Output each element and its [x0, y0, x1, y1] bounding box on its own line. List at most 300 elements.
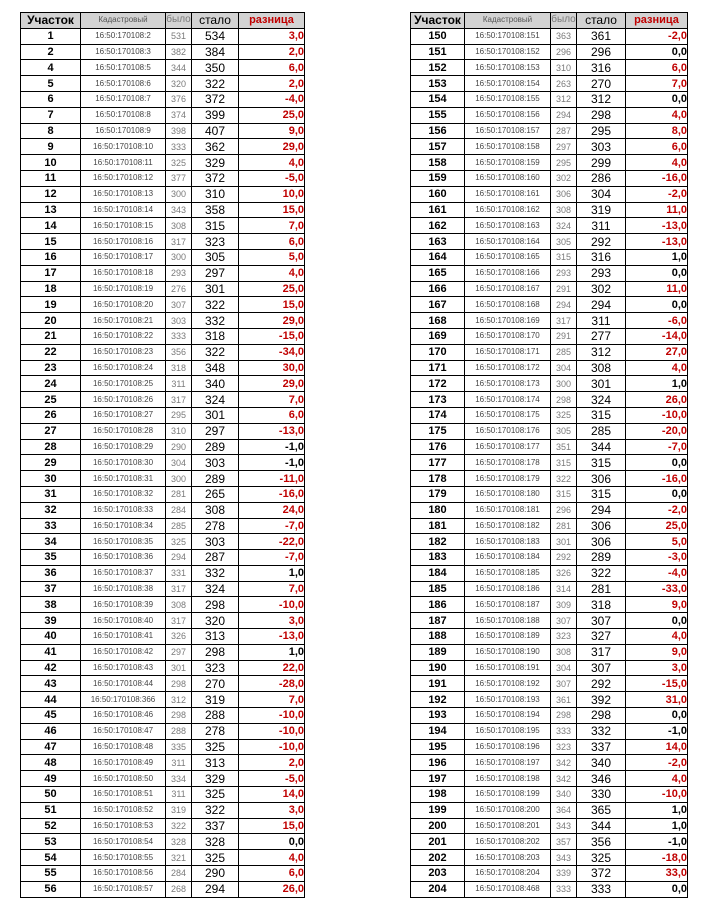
plot-number: 158	[411, 155, 465, 171]
table-row	[21, 234, 305, 250]
was-value: 356	[166, 344, 192, 360]
cadastral-number: 16:50:170108:151	[465, 28, 551, 44]
now-value: 322	[192, 802, 239, 818]
was-value: 285	[166, 518, 192, 534]
diff-value: -11,0	[239, 471, 305, 487]
table-row	[411, 565, 688, 581]
now-value: 295	[577, 123, 626, 139]
plot-number: 46	[21, 723, 81, 739]
table-row	[411, 76, 688, 92]
plot-number: 20	[21, 313, 81, 329]
was-value: 343	[551, 818, 577, 834]
plot-number: 42	[21, 660, 81, 676]
plot-number: 51	[21, 802, 81, 818]
cadastral-number: 16:50:170108:21	[81, 313, 166, 329]
now-value: 303	[192, 534, 239, 550]
diff-value: 1,0	[626, 376, 688, 392]
was-value: 325	[166, 534, 192, 550]
table-row	[21, 265, 305, 281]
was-value: 315	[551, 455, 577, 471]
table-row	[411, 692, 688, 708]
was-value: 285	[551, 344, 577, 360]
diff-value: 2,0	[239, 44, 305, 60]
header-row	[411, 13, 688, 29]
cadastral-number: 16:50:170108:202	[465, 834, 551, 850]
plot-number: 167	[411, 297, 465, 313]
plot-number: 23	[21, 360, 81, 376]
cadastral-number: 16:50:170108:56	[81, 866, 166, 882]
was-value: 293	[166, 265, 192, 281]
table-row	[411, 123, 688, 139]
was-value: 376	[166, 91, 192, 107]
table-row	[411, 629, 688, 645]
diff-value: -1,0	[626, 834, 688, 850]
header-was: было	[166, 13, 192, 29]
table-row	[411, 155, 688, 171]
cadastral-number: 16:50:170108:192	[465, 676, 551, 692]
now-value: 399	[192, 107, 239, 123]
diff-value: 11,0	[626, 281, 688, 297]
now-value: 289	[577, 550, 626, 566]
was-value: 344	[166, 60, 192, 76]
diff-value: 6,0	[239, 866, 305, 882]
cadastral-number: 16:50:170108:184	[465, 550, 551, 566]
header-diff: разница	[626, 13, 688, 29]
now-value: 362	[192, 139, 239, 155]
cadastral-number: 16:50:170108:14	[81, 202, 166, 218]
plot-number: 161	[411, 202, 465, 218]
cadastral-number: 16:50:170108:153	[465, 60, 551, 76]
now-value: 298	[577, 708, 626, 724]
was-value: 294	[551, 297, 577, 313]
plot-number: 157	[411, 139, 465, 155]
table-row	[21, 360, 305, 376]
header-cadastral: Кадастровый	[465, 13, 551, 29]
table-row	[411, 344, 688, 360]
plot-number: 45	[21, 708, 81, 724]
diff-value: 0,0	[626, 881, 688, 897]
cadastral-number: 16:50:170108:26	[81, 392, 166, 408]
now-value: 297	[192, 423, 239, 439]
was-value: 322	[551, 471, 577, 487]
table-row	[21, 644, 305, 660]
diff-value: -7,0	[239, 518, 305, 534]
table-row	[21, 739, 305, 755]
cadastral-number: 16:50:170108:27	[81, 407, 166, 423]
now-value: 285	[577, 423, 626, 439]
was-value: 317	[166, 392, 192, 408]
diff-value: -22,0	[239, 534, 305, 550]
now-value: 296	[577, 44, 626, 60]
diff-value: -16,0	[626, 471, 688, 487]
header-cadastral: Кадастровый	[81, 13, 166, 29]
now-value: 324	[577, 392, 626, 408]
table-row	[21, 281, 305, 297]
table-row	[411, 850, 688, 866]
cadastral-number: 16:50:170108:185	[465, 565, 551, 581]
was-value: 320	[166, 76, 192, 92]
was-value: 290	[166, 439, 192, 455]
cadastral-number: 16:50:170108:160	[465, 170, 551, 186]
table-row	[21, 28, 305, 44]
plot-number: 178	[411, 471, 465, 487]
now-value: 293	[577, 265, 626, 281]
diff-value: 3,0	[239, 613, 305, 629]
cadastral-number: 16:50:170108:49	[81, 755, 166, 771]
table-row	[411, 360, 688, 376]
table-row	[411, 755, 688, 771]
table-row	[21, 344, 305, 360]
diff-value: 30,0	[239, 360, 305, 376]
plot-number: 189	[411, 644, 465, 660]
plots-table-left	[20, 12, 305, 898]
diff-value: 7,0	[239, 392, 305, 408]
diff-value: -10,0	[626, 407, 688, 423]
plot-number: 40	[21, 629, 81, 645]
now-value: 319	[577, 202, 626, 218]
was-value: 304	[551, 660, 577, 676]
plot-number: 156	[411, 123, 465, 139]
now-value: 344	[577, 818, 626, 834]
plot-number: 22	[21, 344, 81, 360]
now-value: 303	[192, 455, 239, 471]
plot-number: 26	[21, 407, 81, 423]
cadastral-number: 16:50:170108:43	[81, 660, 166, 676]
plot-number: 171	[411, 360, 465, 376]
diff-value: 0,0	[626, 486, 688, 502]
cadastral-number: 16:50:170108:41	[81, 629, 166, 645]
table-row	[21, 486, 305, 502]
plot-number: 21	[21, 328, 81, 344]
now-value: 294	[577, 297, 626, 313]
plot-number: 201	[411, 834, 465, 850]
now-value: 301	[577, 376, 626, 392]
cadastral-number: 16:50:170108:198	[465, 771, 551, 787]
was-value: 301	[166, 660, 192, 676]
plot-number: 18	[21, 281, 81, 297]
table-row	[411, 60, 688, 76]
table-row	[411, 328, 688, 344]
was-value: 318	[166, 360, 192, 376]
was-value: 398	[166, 123, 192, 139]
diff-value: 26,0	[626, 392, 688, 408]
cadastral-number: 16:50:170108:178	[465, 455, 551, 471]
cadastral-number: 16:50:170108:180	[465, 486, 551, 502]
table-row	[411, 218, 688, 234]
now-value: 278	[192, 723, 239, 739]
table-row	[411, 392, 688, 408]
table-row	[411, 581, 688, 597]
diff-value: -20,0	[626, 423, 688, 439]
now-value: 307	[577, 613, 626, 629]
was-value: 302	[551, 170, 577, 186]
cadastral-number: 16:50:170108:35	[81, 534, 166, 550]
now-value: 278	[192, 518, 239, 534]
header-plot: Участок	[21, 13, 81, 29]
was-value: 307	[166, 297, 192, 313]
diff-value: -10,0	[626, 787, 688, 803]
cadastral-number: 16:50:170108:172	[465, 360, 551, 376]
now-value: 317	[577, 644, 626, 660]
now-value: 307	[577, 660, 626, 676]
now-value: 281	[577, 581, 626, 597]
diff-value: 14,0	[626, 739, 688, 755]
was-value: 333	[166, 328, 192, 344]
plot-number: 25	[21, 392, 81, 408]
cadastral-number: 16:50:170108:44	[81, 676, 166, 692]
diff-value: -13,0	[239, 629, 305, 645]
cadastral-number: 16:50:170108:161	[465, 186, 551, 202]
now-value: 312	[577, 344, 626, 360]
cadastral-number: 16:50:170108:182	[465, 518, 551, 534]
diff-value: 0,0	[626, 91, 688, 107]
cadastral-number: 16:50:170108:12	[81, 170, 166, 186]
was-value: 300	[166, 186, 192, 202]
diff-value: 8,0	[626, 123, 688, 139]
was-value: 312	[551, 91, 577, 107]
was-value: 339	[551, 866, 577, 882]
cadastral-number: 16:50:170108:159	[465, 155, 551, 171]
table-row	[21, 471, 305, 487]
now-value: 337	[192, 818, 239, 834]
now-value: 365	[577, 802, 626, 818]
diff-value: -16,0	[626, 170, 688, 186]
diff-value: -13,0	[626, 218, 688, 234]
diff-value: 3,0	[626, 660, 688, 676]
was-value: 326	[551, 565, 577, 581]
table-row	[411, 91, 688, 107]
table-row	[21, 392, 305, 408]
table-row	[411, 265, 688, 281]
cadastral-number: 16:50:170108:51	[81, 787, 166, 803]
plot-number: 35	[21, 550, 81, 566]
diff-value: 29,0	[239, 139, 305, 155]
plot-number: 180	[411, 502, 465, 518]
diff-value: 6,0	[239, 234, 305, 250]
plot-number: 182	[411, 534, 465, 550]
table-row	[411, 597, 688, 613]
now-value: 270	[192, 676, 239, 692]
plot-number: 30	[21, 471, 81, 487]
cadastral-number: 16:50:170108:196	[465, 739, 551, 755]
plot-number: 28	[21, 439, 81, 455]
diff-value: -34,0	[239, 344, 305, 360]
now-value: 306	[577, 471, 626, 487]
now-value: 308	[577, 360, 626, 376]
was-value: 340	[551, 787, 577, 803]
now-value: 301	[192, 281, 239, 297]
plot-number: 16	[21, 249, 81, 265]
plot-number: 6	[21, 91, 81, 107]
now-value: 297	[192, 265, 239, 281]
was-value: 301	[551, 534, 577, 550]
table-row	[411, 502, 688, 518]
table-row	[21, 455, 305, 471]
was-value: 305	[551, 234, 577, 250]
now-value: 311	[577, 313, 626, 329]
plot-number: 151	[411, 44, 465, 60]
cadastral-number: 16:50:170108:181	[465, 502, 551, 518]
now-value: 323	[192, 234, 239, 250]
table-row	[411, 834, 688, 850]
cadastral-number: 16:50:170108:22	[81, 328, 166, 344]
diff-value: 4,0	[626, 155, 688, 171]
cadastral-number: 16:50:170108:34	[81, 518, 166, 534]
now-value: 372	[192, 91, 239, 107]
table-row	[411, 818, 688, 834]
plot-number: 195	[411, 739, 465, 755]
plot-number: 176	[411, 439, 465, 455]
cadastral-number: 16:50:170108:183	[465, 534, 551, 550]
was-value: 268	[166, 881, 192, 897]
now-value: 277	[577, 328, 626, 344]
plot-number: 188	[411, 629, 465, 645]
plot-number: 203	[411, 866, 465, 882]
was-value: 291	[551, 281, 577, 297]
cadastral-number: 16:50:170108:11	[81, 155, 166, 171]
was-value: 284	[166, 866, 192, 882]
diff-value: -2,0	[626, 502, 688, 518]
diff-value: -1,0	[239, 455, 305, 471]
plot-number: 9	[21, 139, 81, 155]
now-value: 289	[192, 471, 239, 487]
diff-value: 7,0	[239, 581, 305, 597]
plot-number: 33	[21, 518, 81, 534]
plot-number: 162	[411, 218, 465, 234]
diff-value: 15,0	[239, 202, 305, 218]
plot-number: 5	[21, 76, 81, 92]
cadastral-number: 16:50:170108:10	[81, 139, 166, 155]
now-value: 301	[192, 407, 239, 423]
now-value: 303	[577, 139, 626, 155]
diff-value: 5,0	[626, 534, 688, 550]
was-value: 317	[166, 234, 192, 250]
plot-number: 169	[411, 328, 465, 344]
was-value: 304	[166, 455, 192, 471]
was-value: 294	[551, 107, 577, 123]
cadastral-number: 16:50:170108:152	[465, 44, 551, 60]
table-row	[21, 708, 305, 724]
table-row	[21, 155, 305, 171]
plot-number: 15	[21, 234, 81, 250]
diff-value: 9,0	[626, 644, 688, 660]
diff-value: 0,0	[626, 455, 688, 471]
now-value: 324	[192, 581, 239, 597]
diff-value: 29,0	[239, 376, 305, 392]
table-row	[411, 249, 688, 265]
was-value: 317	[166, 581, 192, 597]
diff-value: 6,0	[239, 60, 305, 76]
now-value: 324	[192, 392, 239, 408]
table-row	[411, 44, 688, 60]
plot-number: 56	[21, 881, 81, 897]
table-row	[411, 170, 688, 186]
was-value: 298	[551, 392, 577, 408]
table-row	[411, 376, 688, 392]
table-row	[21, 107, 305, 123]
plot-number: 29	[21, 455, 81, 471]
cadastral-number: 16:50:170108:166	[465, 265, 551, 281]
plot-number: 198	[411, 787, 465, 803]
plot-number: 27	[21, 423, 81, 439]
table-row	[21, 787, 305, 803]
header-was: было	[551, 13, 577, 29]
cadastral-number: 16:50:170108:157	[465, 123, 551, 139]
now-value: 322	[192, 344, 239, 360]
plot-number: 183	[411, 550, 465, 566]
was-value: 333	[551, 881, 577, 897]
table-row	[411, 676, 688, 692]
now-value: 265	[192, 486, 239, 502]
now-value: 348	[192, 360, 239, 376]
was-value: 300	[166, 249, 192, 265]
plot-number: 200	[411, 818, 465, 834]
table-row	[21, 44, 305, 60]
diff-value: 15,0	[239, 818, 305, 834]
diff-value: 3,0	[239, 28, 305, 44]
plot-number: 152	[411, 60, 465, 76]
now-value: 316	[577, 60, 626, 76]
cadastral-number: 16:50:170108:170	[465, 328, 551, 344]
table-row	[21, 407, 305, 423]
now-value: 392	[577, 692, 626, 708]
cadastral-number: 16:50:170108:48	[81, 739, 166, 755]
was-value: 263	[551, 76, 577, 92]
table-row	[21, 565, 305, 581]
cadastral-number: 16:50:170108:167	[465, 281, 551, 297]
cadastral-number: 16:50:170108:37	[81, 565, 166, 581]
was-value: 294	[166, 550, 192, 566]
now-value: 318	[192, 328, 239, 344]
was-value: 343	[166, 202, 192, 218]
was-value: 321	[166, 850, 192, 866]
diff-value: -18,0	[626, 850, 688, 866]
was-value: 335	[166, 739, 192, 755]
was-value: 311	[166, 376, 192, 392]
cadastral-number: 16:50:170108:204	[465, 866, 551, 882]
was-value: 308	[551, 202, 577, 218]
was-value: 296	[551, 44, 577, 60]
diff-value: -33,0	[626, 581, 688, 597]
table-row	[21, 692, 305, 708]
cadastral-number: 16:50:170108:164	[465, 234, 551, 250]
diff-value: -14,0	[626, 328, 688, 344]
diff-value: 2,0	[239, 755, 305, 771]
plot-number: 19	[21, 297, 81, 313]
diff-value: -5,0	[239, 771, 305, 787]
cadastral-number: 16:50:170108:47	[81, 723, 166, 739]
now-value: 329	[192, 771, 239, 787]
plot-number: 2	[21, 44, 81, 60]
plot-number: 166	[411, 281, 465, 297]
table-row	[411, 644, 688, 660]
now-value: 332	[192, 565, 239, 581]
now-value: 407	[192, 123, 239, 139]
now-value: 306	[577, 534, 626, 550]
plot-number: 159	[411, 170, 465, 186]
plot-number: 150	[411, 28, 465, 44]
plot-number: 199	[411, 802, 465, 818]
cadastral-number: 16:50:170108:6	[81, 76, 166, 92]
now-value: 302	[577, 281, 626, 297]
now-value: 318	[577, 597, 626, 613]
was-value: 305	[551, 423, 577, 439]
table-row	[21, 676, 305, 692]
was-value: 319	[166, 802, 192, 818]
now-value: 315	[577, 486, 626, 502]
was-value: 377	[166, 170, 192, 186]
was-value: 298	[551, 708, 577, 724]
